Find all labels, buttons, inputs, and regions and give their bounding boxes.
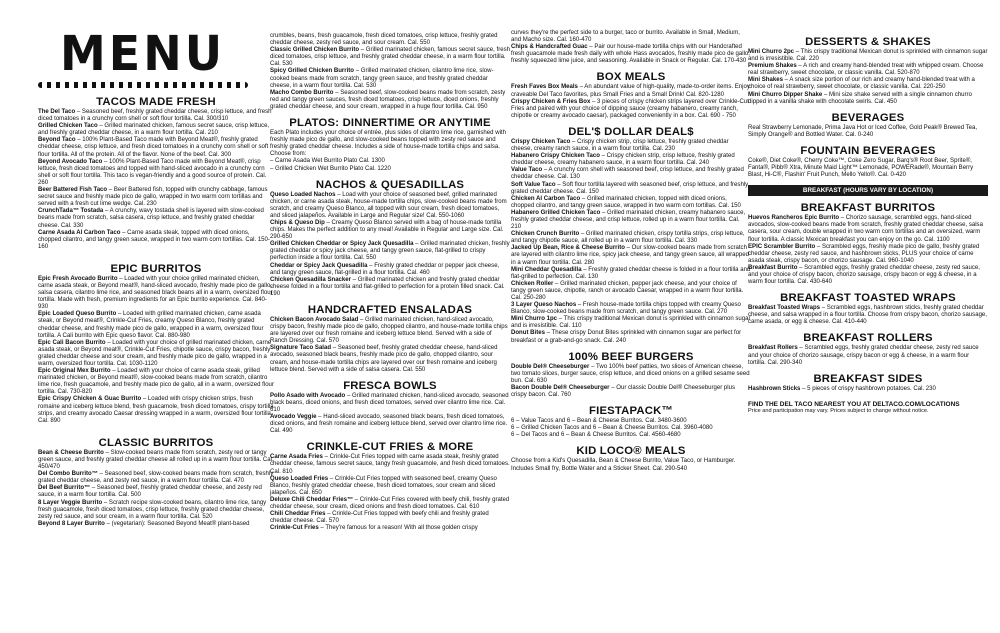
section-heading: BEVERAGES bbox=[831, 111, 905, 124]
menu-item-name: Carne Asada Al Carbon Taco bbox=[38, 229, 121, 236]
menu-item-name: Mini Shakes bbox=[748, 77, 783, 84]
menu-item-description: Each Plato includes your choice of entrée, plus sides of cilantro lime rice, garnished with freshly made pico de gallo, and slow-cooked beans topped with zesty red sauce and freshly grated cheddar cheese. Includes a side of house-made tortilla chips and salsa. Choose from: bbox=[270, 130, 506, 158]
menu-item-name: Fresh Faves Box Meals bbox=[511, 84, 578, 91]
menu-item bbox=[270, 277, 510, 298]
menu-item-description: – Slow-cooked beans made from scratch, zesty red or tangy green sauce, and freshly grated cheddar cheese all rolled up in a warm flour tortilla. Cal. 450/470 bbox=[38, 449, 274, 471]
menu-item-name: Carne Asada Fries bbox=[270, 454, 323, 461]
menu-item bbox=[38, 450, 274, 471]
menu-item bbox=[511, 458, 751, 472]
menu-item-description: – Seasoned beef, freshly grated cheddar cheese, and zesty red sauce, in a warm flour tortilla. Cal. 500 bbox=[38, 485, 262, 499]
menu-item-description: – Loaded with your choice grilled marinated chicken, carne asada steak, or Beyond meat®, hand-sliced avocado, freshly made pico de gallo, salsa casera, cilantro lime rice, and seasoned black beans all in a warm, oversized flour tortilla. Made with fresh, premium ingredients for an Epic burrito experience. Cal. 840-930 bbox=[38, 275, 273, 311]
menu-item bbox=[270, 241, 510, 262]
section-heading: BREAKFAST SIDES bbox=[813, 372, 923, 385]
menu-item-name: Mini Cheddar Quesadilla bbox=[511, 266, 582, 273]
menu-item-name: Hashbrown Sticks bbox=[748, 385, 801, 392]
menu-item bbox=[270, 220, 510, 241]
menu-item-name: Bacon Double Del® Cheeseburger bbox=[511, 384, 610, 391]
menu-item-name: Crispy Chicken Taco bbox=[511, 138, 571, 145]
menu-item-description: – Crinkle-Cut Fries topped with carne asada steak, freshly grated cheddar cheese, famous secret sauce, tangy fresh guacamole, and fresh diced tomatoes. Cal. 810 bbox=[270, 454, 510, 475]
menu-item-name: Mini Churro 2pc bbox=[748, 49, 795, 55]
menu-item-name: Jacked Up Bean, Rice & Cheese Burrito bbox=[511, 245, 625, 252]
menu-item bbox=[511, 418, 751, 425]
menu-item-name: Beyond 8 Layer Burrito bbox=[38, 520, 105, 527]
menu-item-name: Chili Cheddar Fries bbox=[270, 511, 326, 518]
menu-item-name: 8 Layer Veggie Burrito bbox=[38, 499, 103, 506]
menu-item-description: – Mini size shake served with a single cinnamon churro dipped in a vanilla shake with chocolate swirls. Cal. 450 bbox=[748, 91, 972, 105]
menu-item-name: EPIC Scrambler Burrito bbox=[748, 243, 816, 250]
menu-item-description: – They're famous for a reason! With all those golden crispy bbox=[318, 525, 478, 532]
column-2-content bbox=[270, 0, 510, 532]
decorative-divider bbox=[38, 82, 248, 88]
menu-item-name: Del Combo Burrito™ bbox=[38, 471, 98, 478]
menu-item-description: – These crispy Donut Bites sprinkled with cinnamon sugar are perfect for breakfast or a grab-and-go snack. Cal. 240 bbox=[511, 330, 742, 344]
menu-item-description: crumbles, beans, fresh guacamole, fresh diced tomatoes, crisp lettuce, freshly grated cheddar cheese, zesty red sauce, and sour cream. Cal. 550 bbox=[270, 33, 498, 47]
menu-item bbox=[38, 137, 274, 158]
menu-item bbox=[270, 345, 510, 373]
menu-item bbox=[38, 311, 274, 339]
menu-item bbox=[511, 231, 751, 245]
section-heading: TACOS MADE FRESH bbox=[96, 96, 216, 108]
section-heading: FOUNTAIN BEVERAGES bbox=[800, 144, 936, 157]
column-4-content bbox=[748, 0, 988, 414]
section-heading: KID LOCO® MEALS bbox=[576, 445, 686, 458]
menu-item bbox=[748, 345, 988, 366]
menu-item bbox=[270, 414, 510, 435]
menu-item-description: – Loaded with crispy chicken strips, fresh romaine and iceberg lettuce blend, fresh guacamole, fresh diced tomatoes, crispy tortilla strips, and creamy avocado Caesar dressing wrapped in a warm, oversized flour tortilla. Cal. 890 bbox=[38, 396, 274, 424]
menu-item-description: – Our slow-cooked beans made from scratch are layered with cilantro lime rice, spicy jack cheese, and tangy green sauce, all wrapped in a warm flour tortilla. Cal. 280 bbox=[511, 245, 749, 266]
menu-item-name: Epic Loaded Queso Burrito bbox=[38, 311, 117, 318]
menu-item bbox=[511, 302, 751, 316]
menu-item-description: curves they're the perfect side to a burger, taco or burrito. Available in Small, Medium, and Macho size. Cal. 160-470 bbox=[511, 30, 740, 44]
menu-item-name: Beer Battered Fish Taco bbox=[38, 187, 108, 194]
menu-item-name: Mini Churro Dipper Shake bbox=[748, 91, 823, 98]
menu-item-name: Grilled Chicken Cheddar or Spicy Jack Quesadilla bbox=[270, 241, 414, 248]
menu-item-name: The Del Taco bbox=[38, 109, 76, 115]
menu-item bbox=[511, 281, 751, 302]
menu-item bbox=[270, 90, 510, 111]
section-heading: CRINKLE-CUT FRIES & MORE bbox=[306, 441, 474, 454]
menu-item bbox=[270, 454, 510, 475]
menu-item bbox=[38, 187, 274, 208]
menu-item-name: Queso Loaded Fries bbox=[270, 475, 329, 482]
menu-item-name: Spicy Grilled Chicken Burrito bbox=[270, 68, 355, 75]
menu-item bbox=[511, 196, 751, 210]
menu-item-description: Choose from a Kid's Quesadilla, Bean & Cheese Burrito, Value Taco, or Hamburger. Includes Small fry, Bottle Water and a Sticker Sheet. Cal. 290-540 bbox=[511, 458, 736, 472]
column-1-content bbox=[38, 96, 274, 528]
menu-logo: MENU bbox=[60, 24, 226, 82]
menu-item bbox=[748, 77, 988, 91]
menu-item-description: 6 – Value Tacos and 6 – Bean & Cheese Burritos. Cal. 3480-3600 bbox=[511, 418, 687, 425]
section-heading: BREAKFAST ROLLERS bbox=[803, 332, 933, 345]
menu-item-description: – Grilled marinated chicken, hand-sliced avocado, seasoned black beans, diced onions, and fresh diced tomatoes, served over cilantro lime rice. Cal. 610 bbox=[270, 392, 509, 413]
menu-item-description: – Soft flour tortilla layered with seasoned beef, crisp lettuce, and freshly grated cheddar cheese. Cal. 150 bbox=[511, 181, 749, 195]
menu-item-name: CrunchTada™ Tostada bbox=[38, 208, 104, 215]
column-3-content bbox=[511, 0, 751, 473]
menu-item bbox=[38, 368, 274, 396]
menu-item-description: – Beer Battered fish, topped with crunchy cabbage, famous secret sauce and freshly made pico de gallo, wrapped in two warm corn tortillas and served with a fresh cut lime wedge. Cal. 230 bbox=[38, 187, 268, 208]
menu-item-name: Habanero Crispy Chicken Taco bbox=[511, 153, 600, 160]
menu-item-description: – Grilled marinated chicken, pepper jack cheese, and your choice of tangy green sauce, chipotle, ranch or avocado Caesar, wrapped in a warm flour tortilla. Cal. 250-280 bbox=[511, 280, 744, 301]
menu-item bbox=[511, 182, 751, 196]
menu-item-description: – Load with your choice of seasoned beef, grilled marinated chicken, or carne asada steak, house-made tortilla chips, slow-cooked beans made from scratch, and creamy Queso Blanco, all topped with sour cream, fresh diced tomatoes, and sliced jalapeños. Available in Large and Regular size! Cal. 550-1060 bbox=[270, 191, 507, 219]
menu-item bbox=[270, 47, 510, 68]
menu-item bbox=[38, 521, 274, 528]
menu-item-description: – Seasoned beef, slow-cooked beans made from scratch, freshly grated cheddar cheese, and zesty red sauce, in a warm flour tortilla. Cal. 470 bbox=[38, 471, 274, 485]
menu-item bbox=[38, 109, 274, 123]
menu-item-description: – This crispy traditional Mexican donut is sprinkled with cinnamon sugar and is irresistible. Cal. 110 bbox=[511, 316, 751, 330]
menu-item bbox=[38, 159, 274, 187]
menu-item-name: Chicken Quesadilla Snacker bbox=[270, 276, 351, 283]
menu-item-name: Chicken Roller bbox=[511, 280, 554, 287]
menu-item bbox=[270, 192, 510, 220]
menu-item bbox=[511, 330, 751, 344]
menu-item-name: Breakfast Burrito bbox=[748, 264, 798, 271]
menu-item bbox=[511, 385, 751, 399]
menu-item bbox=[511, 267, 751, 281]
menu-item-description: – Crispy chicken strip, crisp lettuce, freshly grated cheddar cheese, creamy ranch sauce, in a warm flour tortilla. Cal. 230 bbox=[511, 138, 729, 153]
menu-item-description: 6 – Del Tacos and 6 – Bean & Cheese Burritos. Cal. 4560-4680 bbox=[511, 432, 681, 439]
section-heading: EPIC BURRITOS bbox=[110, 262, 202, 275]
menu-item bbox=[270, 166, 510, 173]
menu-item-name: Premium Shakes bbox=[748, 63, 797, 70]
menu-item bbox=[748, 125, 988, 139]
section-heading: FIESTAPACK™ bbox=[589, 405, 673, 418]
menu-item-name: Grilled Chicken Taco bbox=[38, 123, 98, 130]
menu-item bbox=[748, 49, 988, 63]
menu-item-description: – This crispy traditional Mexican donut is sprinkled with cinnamon sugar and is irresistible. Cal. 220 bbox=[748, 49, 988, 63]
menu-item-description: – Hand-sliced avocado, seasoned black beans, fresh diced tomatoes, diced onions, and fresh romaine and iceberg lettuce blend, served over cilantro lime rice. Cal. 490 bbox=[270, 414, 508, 435]
menu-item-description: – (vegetarian): Seasoned Beyond Meat® plant-based bbox=[104, 520, 250, 527]
menu-item bbox=[748, 158, 988, 179]
section-heading: PLATOS: DINNERTIME OR ANYTIME bbox=[289, 117, 491, 130]
menu-item-name: Huevos Rancheros Epic Burrito bbox=[748, 215, 840, 222]
menu-item-description: – Carne asada steak, topped with diced onions, chopped cilantro, and tangy green sauce, wrapped in two warm corn tortillas. Cal. 150-160 bbox=[38, 229, 270, 250]
menu-item bbox=[511, 139, 751, 153]
menu-item-description: – 100% Plant-Based Taco made with Beyond Meat®, crisp lettuce, fresh diced tomatoes and topped with hand-sliced avocado in a crunchy corn shell or soft flour tortilla. This taco is vegan-friendly and a good source of protein. Cal. 260 bbox=[38, 158, 267, 186]
column-4 bbox=[748, 0, 988, 414]
menu-item-description: – Pair our house-made tortilla chips with our Handcrafted fresh guacamole made fresh daily with whole Hass avocados, freshly made pico de gallo, freshly squeezed lime juice, and seasoning. Available in Snack or Regular. Cal. 170-430 bbox=[511, 44, 750, 65]
menu-item-name: Mini Churro 1pc bbox=[511, 316, 558, 323]
menu-item-description: – Seasoned beef, slow-cooked beans made from scratch, zesty red and tangy green sauces, fresh diced tomatoes, crisp lettuce, diced onions, freshly grated cheddar cheese, and sour cream, wrapped in a huge flour tortilla. Cal. 950 bbox=[270, 89, 506, 110]
menu-item-name: Macho Combo Burrito bbox=[270, 89, 334, 96]
menu-item bbox=[38, 396, 274, 424]
section-heading: BREAKFAST BURRITOS bbox=[800, 202, 936, 215]
menu-item-name: Bean & Cheese Burrito bbox=[38, 449, 104, 456]
menu-item bbox=[270, 525, 510, 532]
breakfast-banner: BREAKFAST (HOURS VARY BY LOCATION) bbox=[748, 185, 988, 196]
menu-item-description: – Seasoned beef, freshly grated cheddar cheese, crisp lettuce, and fresh diced tomatoes in a crunchy corn shell or soft flour tortilla. Cal. 300/310 bbox=[38, 109, 272, 123]
menu-item bbox=[38, 340, 274, 368]
menu-item-description: – 3 pieces of crispy chicken strips layered over Crinkle-Cut Fries and paired with your choice of dipping sauce (creamy habanero, creamy ranch, chipotle or creamy avocado caesar), packaged conveniently in a box. Cal. 690 - 750 bbox=[511, 98, 749, 119]
menu-item-description: – Freshly grated cheddar or pepper jack cheese, and tangy green sauce, flat-grilled in a flour tortilla. Cal. 460 bbox=[270, 262, 500, 276]
column-2 bbox=[270, 0, 510, 532]
menu-item-description: – Grilled marinated chicken, crispy tortilla strips, crisp lettuce, and tangy chipotle sauce, all rolled up in a warm flour tortilla. Cal. 330 bbox=[511, 231, 745, 245]
menu-item-description: – Scrambled eggs, hashbrown sticks, freshly grated cheddar cheese, and salsa wrapped in a flour tortilla. Choose from crispy bacon, chorizo sausage, carne asada, or egg & cheese. Cal. 410-440 bbox=[748, 305, 987, 326]
menu-item bbox=[270, 476, 510, 497]
menu-item-description: – 100% Plant-Based Taco made with Beyond Meat®, freshly grated cheddar cheese, crisp lettuce, and fresh diced tomatoes in a crunchy corn shell or soft flour tortilla. All of the protein. All of the flavor. None of the beef. Cal. 300 bbox=[38, 137, 269, 158]
menu-item bbox=[511, 425, 751, 432]
menu-item-name: Avocado Veggie bbox=[270, 414, 317, 421]
menu-item-name: Chicken Al Carbon Taco bbox=[511, 195, 581, 202]
menu-item-description: – Scrambled eggs, freshly grated cheddar cheese, zesty red sauce, and your choice of crispy bacon, chorizo sausage, crispy bacon or egg & cheese, in a warm flour tortilla. Cal. 430-640 bbox=[748, 264, 980, 286]
menu-item bbox=[511, 364, 751, 385]
menu-item-description: – A crunchy, wavy tostada shell is layered with slow-cooked beans made from scratch, salsa casera, crisp lettuce, and freshly grated cheddar cheese. Cal. 330 bbox=[38, 208, 264, 229]
section-heading: 100% BEEF BURGERS bbox=[568, 350, 694, 363]
section-heading: DEL'$ DOLLAR DEAL$ bbox=[568, 125, 694, 138]
menu-item bbox=[748, 92, 988, 106]
menu-item-name: Value Taco bbox=[511, 167, 543, 174]
menu-item bbox=[511, 210, 751, 231]
menu-item-description: Coke®, Diet Coke®, Cherry Coke™, Coke Zero Sugar, Barq's® Root Beer, Sprite®, Fanta®, Pibb® Xtra, Minute Maid Light™ Lemonade, POWERade®, Mountain Berry Blast, Hi-C®, Flashin' Fruit Punch, Mello Yello®. Cal. 0-420 bbox=[748, 157, 974, 179]
menu-item-name: Habanero Grilled Chicken Taco bbox=[511, 209, 601, 216]
menu-item bbox=[511, 316, 751, 330]
menu-item bbox=[38, 500, 274, 521]
menu-item-name: Deluxe Chili Cheddar Fries™ bbox=[270, 496, 353, 503]
menu-item-description: – Chorizo sausage, scrambled eggs, hand-sliced avocados, slow-cooked beans made from scratch, freshly grated cheddar cheese, salsa casera, sour cream, double wrapped in two warm corn tortillas and an oversized, warm flour tortilla. A classic Mexican breakfast you can enjoy on the go. Cal. 1100 bbox=[748, 215, 983, 243]
menu-item bbox=[511, 84, 751, 98]
menu-item-description: – Crinkle-Cut Fries topped with beefy chili and freshly grated cheddar cheese. Cal. 570 bbox=[270, 511, 489, 525]
menu-item-description: – Grilled marinated chicken, famous secret sauce, fresh diced tomatoes, crisp lettuce, and freshly grated cheddar cheese, in a warm flour tortilla. Cal. 530 bbox=[270, 47, 510, 68]
menu-item-name: Double Del® Cheeseburger bbox=[511, 363, 590, 370]
menu-item-description: – Two 100% beef patties, two slices of American cheese, two tomato slices, burger sauce, crisp lettuce, and diced onions on a grilled sesame seed bun. Cal. 630 bbox=[511, 363, 750, 384]
menu-item-name: Epic Original Mex Burrito bbox=[38, 368, 111, 375]
menu-item-name: Breakfast Toasted Wraps bbox=[748, 305, 821, 312]
menu-item-description: – Loaded with your choice of carne asada steak, grilled marinated chicken, or Beyond meat®, slow-cooked beans made from scratch, cilantro lime rice, fresh guacamole, and freshly made pico de gallo, all in a warm, oversized flour tortilla. Cal. 730-820 bbox=[38, 368, 274, 396]
menu-item-description: – Grilled marinated chicken, cilantro lime rice, slow-cooked beans made from scratch, tangy green sauce, and freshly grated cheddar cheese, in a warm flour tortilla. Cal. 530 bbox=[270, 68, 494, 89]
menu-item-description: – Scrambled eggs, freshly grated cheddar cheese, zesty red sauce and your choice of chorizo sausage, crispy bacon or egg & cheese, in a warm flour tortilla. Cal. 290-340 bbox=[748, 345, 979, 366]
menu-item bbox=[38, 276, 274, 311]
menu-item-description: – Our classic Double Del® Cheeseburger plus crispy bacon. Cal. 760 bbox=[511, 384, 735, 399]
menu-item-name: Epic Crispy Chicken & Guac Burrito bbox=[38, 396, 142, 403]
menu-item-name: Beyond Avocado Taco bbox=[38, 158, 103, 165]
price-disclaimer: Price and participation may vary. Prices subject to change without notice. bbox=[748, 407, 929, 414]
menu-item-name: Signature Taco Salad bbox=[270, 345, 332, 352]
menu-item bbox=[38, 123, 274, 137]
menu-item-description: – Seasoned beef, freshly grated cheddar cheese, hand-sliced avocado, seasoned black beans, freshly made pico de gallo, chopped cilantro, sour cream, and house-made tortilla chips are layered over our fresh romaine and iceberg lettuce blend. Served with a side of salsa casera. Cal. 550 bbox=[270, 345, 498, 373]
menu-item-name: Chips & Queso Dip bbox=[270, 219, 325, 226]
menu-item-name: Chicken Bacon Avocado Salad bbox=[270, 317, 359, 323]
section-heading: FRESCA BOWLS bbox=[343, 379, 437, 392]
section-heading: DESSERTS & SHAKES bbox=[805, 36, 931, 48]
menu-item-description: – An abundant value of high-quality, made-to-order items. Enjoy craveable Del Taco favorites, plus Small Fries and a Small Drink! Cal. 820-1280 bbox=[511, 84, 750, 98]
menu-item bbox=[270, 263, 510, 277]
menu-item bbox=[511, 167, 751, 181]
menu-item bbox=[38, 485, 274, 499]
menu-item-description: 6 – Grilled Chicken Tacos and 6 – Bean & Cheese Burritos. Cal. 3960-4080 bbox=[511, 425, 713, 432]
menu-item-description: – Loaded with your choice of grilled marinated chicken, carne asada steak, or Beyond meat®, Crinkle-Cut Fries, chipotle sauce, crispy bacon, freshly grated cheddar cheese and sour cream, and freshly made pico de gallo, wrapped in a warm, oversized flour tortilla. Cal. 1030-1120 bbox=[38, 339, 272, 367]
menu-item-name: Donut Bites bbox=[511, 330, 545, 337]
menu-item bbox=[270, 511, 510, 525]
menu-item-description: – Grilled marinated chicken and freshly grated cheddar cheese folded in a flour tortilla and flat-grilled to perfection for a protein filled snack. Cal. 190 bbox=[270, 276, 505, 297]
menu-item-description: – Crinkle-Cut Fries topped with seasoned beef, creamy Queso Blanco, freshly grated cheddar cheese, fresh diced tomatoes, sour cream and sliced jalapeños. Cal. 650 bbox=[270, 475, 497, 496]
menu-item-description: – Creamy Queso Blanco served with a bag of house-made tortilla chips. Makes the perfect addition to any meal! Available in Regular and Large size. Cal. 290-650 bbox=[270, 219, 504, 241]
menu-item-name: Chips & Handcrafted Guac bbox=[511, 44, 588, 51]
menu-item bbox=[511, 153, 751, 167]
menu-item-name: Cheddar or Spicy Jack Quesadilla bbox=[270, 262, 368, 269]
menu-item-description: – A crunchy corn shell with seasoned beef, crisp lettuce, and freshly grated cheddar cheese. Cal. 130 bbox=[511, 167, 744, 181]
menu-item bbox=[511, 30, 751, 44]
menu-item-name: Classic Grilled Chicken Burrito bbox=[270, 47, 360, 54]
menu-item bbox=[748, 244, 988, 265]
column-1 bbox=[38, 0, 274, 528]
menu-item bbox=[270, 393, 510, 414]
menu-item-description: – A snack size portion of our rich and creamy hand-blended treat with a choice of real strawberry, sweet chocolate, or classic vanilla. Cal. 220-250 bbox=[748, 77, 975, 91]
menu-item-description: – Fresh house-made tortilla chips topped with creamy Queso Blanco, slow-cooked beans made from scratch, and tangy green sauce. Cal. 270 bbox=[511, 302, 741, 316]
menu-item bbox=[748, 63, 988, 77]
menu-item bbox=[38, 230, 274, 251]
menu-item-description: Real Strawberry Lemonade, Prima Java Hot or Iced Coffee, Gold Peak® Brewed Tea, Simply Orange® and Bottled Water. Cal. 0-240 bbox=[748, 124, 978, 138]
menu-item-name: Del Beef Burrito™ bbox=[38, 485, 91, 492]
menu-item-name: Soft Value Taco bbox=[511, 181, 556, 188]
menu-item-name: Crispy Chicken & Fries Box bbox=[511, 98, 591, 105]
menu-item-description: – Grilled marinated chicken, hand-sliced avocado, crispy bacon, freshly made pico de gallo, chopped cilantro, and house-made tortilla chips are layered over our fresh romaine and iceberg lettuce blend. Served with a side of Ranch Dressing. Cal. 570 bbox=[270, 317, 508, 345]
section-heading: CLASSIC BURRITOS bbox=[98, 436, 214, 449]
menu-item-description: – Scrambled eggs, freshly made pico de gallo, freshly grated cheddar cheese, zesty red sauce, and hashbrown sticks, PLUS your choice of carne asada steak, crispy bacon, or chorizo sausage. Cal. 960-1040 bbox=[748, 243, 980, 264]
menu-item-description: – Loaded with grilled marinated chicken, carne asada steak, or Beyond meat®, Crinkle-Cut Fries, creamy Queso Blanco, freshly grated cheddar cheese, and freshly made pico de gallo, wrapped in a warm, oversized flour tortilla. A Cali burrito with Epic queso flavor. Cal. 880-980 bbox=[38, 311, 264, 339]
menu-item-description: – Grilled marinated chicken, famous secret sauce, crisp lettuce, and freshly grated cheddar cheese, in a warm flour tortilla. Cal. 210 bbox=[38, 123, 270, 137]
menu-item-description: – A rich and creamy hand-blended treat with whipped cream. Choose real strawberry, sweet chocolate, or classic vanilla. Cal. 520-870 bbox=[748, 63, 984, 77]
menu-item-description: – Grilled marinated chicken, freshly grated cheddar or spicy jack cheese, and tangy green sauce, flat-grilled to crispy perfection inside a flour tortilla. Cal. 550 bbox=[270, 241, 510, 262]
menu-item-description: – Freshly grated cheddar cheese is folded in a flour tortilla and flat-grilled to perfection. Cal. 130 bbox=[511, 266, 751, 280]
menu-item-name: Beyond Taco bbox=[38, 137, 76, 144]
menu-item bbox=[748, 305, 988, 326]
menu-item-name: Breakfast Rollers bbox=[748, 345, 798, 352]
section-heading: BREAKFAST TOASTED WRAPS bbox=[780, 292, 956, 305]
menu-item bbox=[748, 265, 988, 286]
menu-item bbox=[270, 68, 510, 89]
menu-item bbox=[270, 130, 510, 158]
section-heading: BOX MEALS bbox=[596, 71, 666, 84]
menu-item bbox=[511, 432, 751, 439]
menu-item bbox=[511, 99, 751, 120]
section-heading: NACHOS & QUESADILLAS bbox=[315, 178, 465, 191]
menu-item-name: Chicken Crunch Burrito bbox=[511, 231, 580, 238]
menu-item-description: – Scratch recipe slow-cooked beans, cilantro lime rice, tangy fresh guacamole, fresh diced tomatoes, crisp lettuce, freshly grated cheddar cheese, zesty red sauce, and sour cream, in a warm flour tortilla. Cal. 520 bbox=[38, 499, 267, 520]
menu-item bbox=[748, 215, 988, 243]
menu-item bbox=[270, 497, 510, 511]
menu-item-description: – Grilled marinated chicken, topped with diced onions, chopped cilantro, and tangy green sauce, wrapped in two warm corn tortillas. Cal. 150 bbox=[511, 195, 741, 209]
menu-item-description: – Crispy chicken strip, crisp lettuce, freshly grated cheddar cheese, creamy habanero sauce, in a warm flour tortilla. Cal. 240 bbox=[511, 153, 735, 167]
menu-item bbox=[270, 158, 510, 165]
menu-item-name: 3 Layer Queso Nachos bbox=[511, 302, 577, 309]
menu-item bbox=[270, 33, 510, 47]
menu-item-description: – 5 pieces of crispy hashbrown potatoes. Cal. 230 bbox=[800, 385, 936, 392]
menu-item bbox=[270, 317, 510, 345]
menu-item-description: – Grilled Chicken Wet Burrito Plato Cal. 1220 bbox=[270, 165, 391, 172]
menu-item bbox=[511, 245, 751, 266]
menu-item bbox=[38, 471, 274, 485]
menu-item-name: Epic Fresh Avocado Burrito bbox=[38, 275, 118, 282]
menu-item bbox=[511, 44, 751, 65]
menu-item bbox=[38, 208, 274, 229]
menu-item-name: Epic Cali Bacon Burrito bbox=[38, 339, 106, 346]
locations-notice: FIND THE DEL TACO NEAREST YOU AT DELTACO.COM/LOCATIONS bbox=[748, 400, 960, 408]
menu-item-description: – Grilled marinated chicken, creamy habanero sauce, freshly grated cheddar cheese, and crisp lettuce, rolled up in a warm flour tortilla. Cal. 210 bbox=[511, 209, 746, 231]
menu-item-description: – Crinkle-Cut Fries covered with beefy chili, freshly grated cheddar cheese, sour cream, diced onions and fresh diced tomatoes. Cal. 610 bbox=[270, 496, 510, 510]
section-heading: HANDCRAFTED ENSALADAS bbox=[307, 304, 473, 316]
menu-item-description: – Carne Asada Wet Burrito Plato Cal. 1300 bbox=[270, 158, 385, 165]
column-3 bbox=[511, 0, 751, 473]
menu-item-name: Crinkle-Cut Fries bbox=[270, 525, 319, 532]
menu-item-name: Queso Loaded Nachos bbox=[270, 191, 336, 198]
menu-item-name: Pollo Asado with Avocado bbox=[270, 392, 346, 399]
menu-item bbox=[748, 386, 988, 393]
